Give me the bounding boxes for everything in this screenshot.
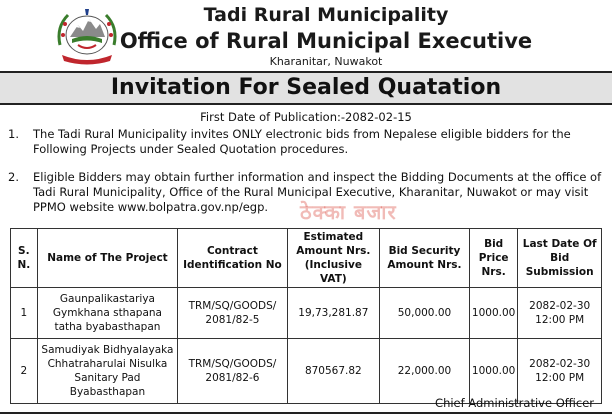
cell-contract: TRM/SQ/GOODS/ 2081/82-6 — [178, 339, 287, 404]
col-header-project: Name of The Project — [37, 229, 178, 288]
bottom-divider — [0, 412, 612, 414]
projects-table — [10, 228, 602, 404]
cell-price: 1000.00 — [469, 288, 517, 339]
signatory-title: Chief Administrative Officer — [435, 396, 594, 410]
cell-sn: 2 — [11, 339, 38, 404]
col-header-sn: S. N. — [11, 229, 38, 288]
cell-price: 1000.00 — [469, 339, 517, 404]
col-header-contract: Contract Identification No — [178, 229, 287, 288]
municipality-name: Tadi Rural Municipality — [203, 4, 449, 26]
cell-project: Samudiyak Bidhyalayaka Chhatraharulai Nisulka Sanitary Pad Byabasthapan — [37, 339, 178, 404]
table-row — [11, 339, 602, 404]
col-header-security: Bid Security Amount Nrs. — [380, 229, 470, 288]
cell-sn: 1 — [11, 288, 38, 339]
paragraph-number: 2. — [8, 170, 19, 184]
watermark-logo: ठेक्का बजार — [300, 200, 397, 224]
cell-last-date: 2082-02-30 12:00 PM — [518, 339, 602, 404]
notice-title-banner: Invitation For Sealed Quatation — [0, 71, 612, 105]
paragraph-number: 1. — [8, 127, 19, 141]
paragraph-1 — [8, 127, 604, 157]
table-header-row — [11, 229, 602, 288]
paragraph-text: Eligible Bidders may obtain further information and inspect the Bidding Documents at the office of Tadi Rural Municipality, Office of the Rural Municipal Executive, Kharanitar, Nuwakot or may visit PPMO website www.bolpatra.gov.np/egp. — [33, 170, 602, 214]
table-row — [11, 288, 602, 339]
col-header-price: Bid Price Nrs. — [469, 229, 517, 288]
cell-project: Gaunpalikastariya Gymkhana sthapana tatha byabasthapan — [37, 288, 178, 339]
cell-estimated: 19,73,281.87 — [287, 288, 379, 339]
col-header-estimated: Estimated Amount Nrs. (Inclusive VAT) — [287, 229, 379, 288]
cell-contract: TRM/SQ/GOODS/ 2081/82-5 — [178, 288, 287, 339]
office-address: Kharanitar, Nuwakot — [269, 55, 383, 68]
paragraph-text: The Tadi Rural Municipality invites ONLY electronic bids from Nepalese eligible bidders for the Following Projects under Sealed Quotation procedures. — [33, 127, 571, 156]
cell-security: 50,000.00 — [380, 288, 470, 339]
publication-date: First Date of Publication:-2082-02-15 — [200, 110, 412, 124]
col-header-last-date: Last Date Of Bid Submission — [518, 229, 602, 288]
cell-estimated: 870567.82 — [287, 339, 379, 404]
cell-last-date: 2082-02-30 12:00 PM — [518, 288, 602, 339]
cell-security: 22,000.00 — [380, 339, 470, 404]
office-title: Office of Rural Municipal Executive — [119, 29, 533, 53]
